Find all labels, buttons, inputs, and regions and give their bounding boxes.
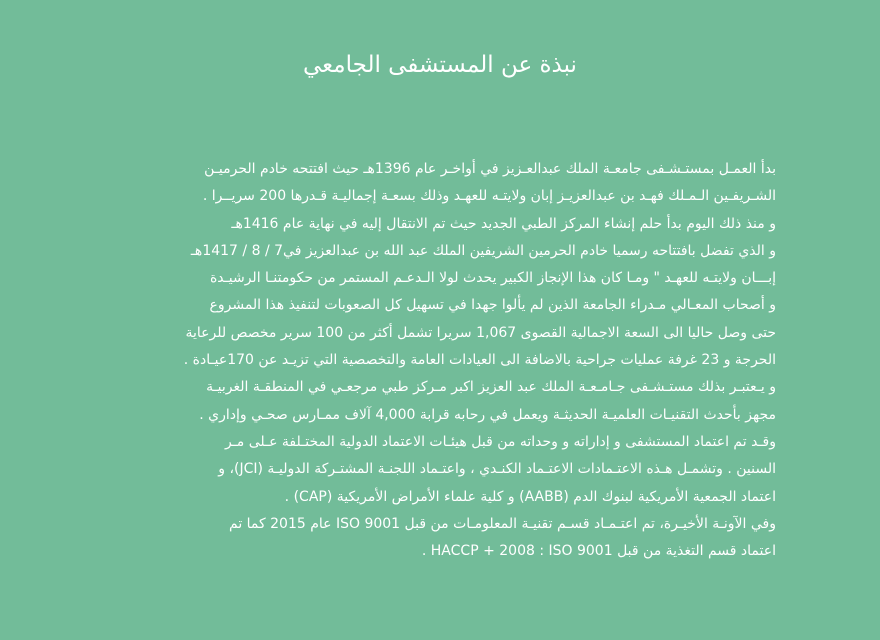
- text-line: و يـعتبـر بذلك مستـشـفى جـامـعـة الملك عبد العزيز اكبر مـركز طبي مرجعـي في المنطقـة الغربيـة: [206, 379, 776, 396]
- text-line: اعتماد قسم التغذية من قبل HACCP + 2008 : ISO 9001 .: [421, 543, 776, 560]
- text-line: الشـريفـين الـمـلك فهـد بن عبدالعزيـز إبان ولايتـه للعهـد وذلك بسعـة إجماليـة قـدرها 200 سريــرا .: [202, 188, 776, 205]
- page-title: نبذة عن المستشفى الجامعي: [303, 52, 577, 78]
- text-line: وفي الآونـة الأخيـرة، تم اعتـمـاد قسـم تقنيـة المعلومـات من قبل ISO 9001 عام 2015 كما تم: [229, 515, 776, 532]
- text-line: و الذي تفضل بافتتاحه رسميا خادم الحرمين الشريفين الملك عبد الله بن عبدالعزيز في7 / 8 / 1417هـ: [190, 242, 776, 259]
- text-line: و أصحاب المعـالي مـدراء الجامعة الذين لم يألوا جهدا في تسهيل كل الصعوبات لتنفيذ هذا المشروع: [209, 297, 776, 314]
- text-line: السنين . وتشمـل هـذه الاعتـمادات الاعتـماد الكنـدي ، واعتـماد اللجنـة المشتـركة الدوليـة (JCI)، و: [218, 461, 776, 478]
- text-line: وقـد تم اعتماد المستشفى و إداراته و وحداته من قبل هيئـات الاعتماد الدولية المختـلفة عـلى مـر: [224, 433, 776, 450]
- about-paragraph: [100, 156, 776, 565]
- text-line: الحرجة و 23 غرفة عمليات جراحية بالاضافة الى العيادات العامة والتخصصية التي تزيـد عن 170عيـادة .: [183, 352, 776, 369]
- text-line: بدأ العمـل بمستـشـفى جامعـة الملك عبدالعـزيز في أواخـر عام 1396هـ حيث افتتحه خادم الحرميـن: [204, 161, 776, 177]
- text-line: و منذ ذلك اليوم بدأ حلم إنشاء المركز الطبي الجديد حيث تم الانتقال إليه في نهاية عام 1416هـ: [231, 215, 776, 232]
- text-line: اعتماد الجمعية الأمريكية لبنوك الدم (AABB) و كلية علماء الأمراض الأمريكية (CAP) .: [284, 488, 776, 505]
- text-line: حتى وصل حاليا الى السعة الاجمالية القصوى 1,067 سريرا تشمل أكثر من 100 سرير مخصص للرعاية: [185, 324, 776, 341]
- text-line: إبـــان ولايتـه للعهـد " ومـا كان هذا الإنجاز الكبير يحدث لولا الـدعـم المستمر من حكومتنـا الرشيـدة: [209, 270, 776, 287]
- text-line: مجهز بأحدث التقنيـات العلميـة الحديثـة ويعمل في رحابه قرابة 4,000 آلاف ممـارس صحـي وإداري .: [199, 406, 776, 423]
